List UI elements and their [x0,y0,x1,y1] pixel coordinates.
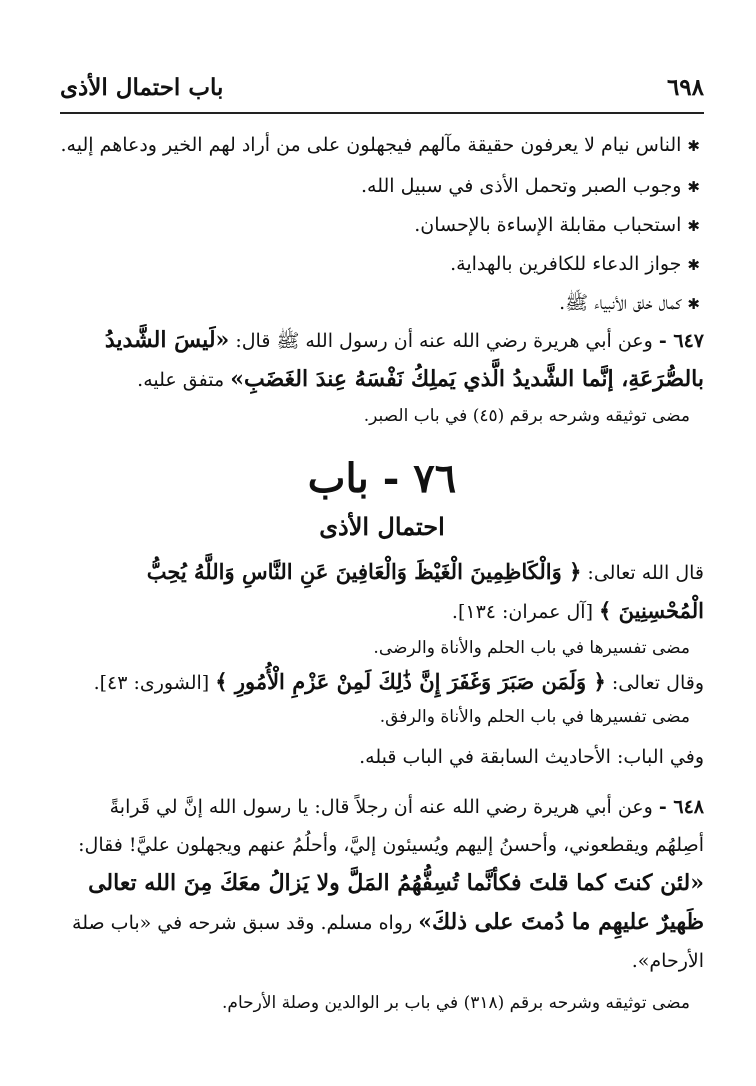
hadith-text: «لئن كنتَ كما قلتَ فكأنَّما تُسِفُّهُمُ المَلَّ ولا يَزالُ معَكَ مِنَ الله تعالى ظَهيرٌ عليهِم ما دُمتَ على ذلكَ» [88,870,704,935]
verse-reference: [آل عمران: ١٣٤]. [451,601,593,623]
running-chapter-title: باب احتمال الأذى [60,74,224,101]
hadith-note: مضى توثيقه وشرحه برقم (٤٥) في باب الصبر. [363,406,690,426]
bullet-text: الناس نيام لا يعرفون حقيقة مآلهم فيجهلون على من أراد لهم الخير ودعاهم إليه. [60,134,682,156]
bullet-text: استحباب مقابلة الإساءة بالإحسان. [414,214,682,236]
section-heading: ٧٦ - باب [307,455,457,502]
bullet-text: وجوب الصبر وتحمل الأذى في سبيل الله. [360,175,682,197]
list-item [60,286,704,321]
verse-1 [60,553,704,631]
hadith-note: مضى توثيقه وشرحه برقم (٣١٨) في باب بر الوالدين وصلة الأرحام. [222,993,690,1013]
hadith-text: «لَيسَ الشَّديدُ بالصُّرَعَةِ، إنَّما الشَّديدُ الَّذي يَملِكُ نَفْسَهُ عِندَ الغَضَبِ» [104,327,704,392]
list-item [60,247,704,282]
asterisk-icon: ✱ [687,137,700,155]
benefits-list [60,128,704,321]
verse-2 [60,665,704,700]
asterisk-icon: ✱ [687,178,700,196]
verse-reference: [الشورى: ٤٣]. [93,672,210,694]
page-number: ٦٩٨ [666,74,704,101]
asterisk-icon: ✱ [687,256,700,274]
chapter-related: وفي الباب: الأحاديث السابقة في الباب قبله. [359,746,704,768]
hadith-source: رواه مسلم. وقد سبق شرحه في «باب صلة الأرحام». [72,912,704,972]
hadith-narration: وعن أبي هريرة رضي الله عنه أن رسول الله ﷺ قال: [235,330,653,352]
list-item [60,169,704,204]
hadith-narration: وعن أبي هريرة رضي الله عنه أن رجلاً قال: يا رسول الله إنَّ لي قَرابةً أصِلهُم ويقطعوني، وأحسنُ إليهم ويُسيئون إليَّ، وأحلُمُ عنهم ويجهلون عليَّ! فقال: [78,796,704,856]
verse-text: ﴿ وَلَمَن صَبَرَ وَغَفَرَ إِنَّ ذَٰلِكَ لَمِنْ عَزْمِ الْأُمُورِ ﴾ [215,669,606,694]
book-page [60,58,704,1020]
verse-note: مضى تفسيرها في باب الحلم والأناة والرفق. [379,707,690,727]
section-subheading: احتمال الأذى [319,512,445,541]
asterisk-icon: ✱ [687,217,700,235]
hadith-number: ٦٤٨ - [658,796,704,818]
hadith-647 [60,321,704,399]
verse-intro: قال الله تعالى: [587,562,704,584]
verse-text: ﴿ وَالْكَاظِمِينَ الْغَيْظَ وَالْعَافِينَ عَنِ النَّاسِ وَاللَّهُ يُحِبُّ الْمُحْسِنِينَ ﴾ [146,559,704,623]
asterisk-icon: ✱ [687,295,700,313]
hadith-number: ٦٤٧ - [658,330,704,352]
verse-note: مضى تفسيرها في باب الحلم والأناة والرضى. [373,638,690,658]
list-item [60,128,704,163]
hadith-648 [60,788,704,980]
hadith-source: متفق عليه. [137,369,225,391]
page-header [60,58,704,114]
verse-intro: وقال تعالى: [611,672,704,694]
bullet-text: كمال خلق الأنبياء ﷺ. [559,292,682,314]
list-item [60,208,704,243]
bullet-text: جواز الدعاء للكافرين بالهداية. [450,253,682,275]
